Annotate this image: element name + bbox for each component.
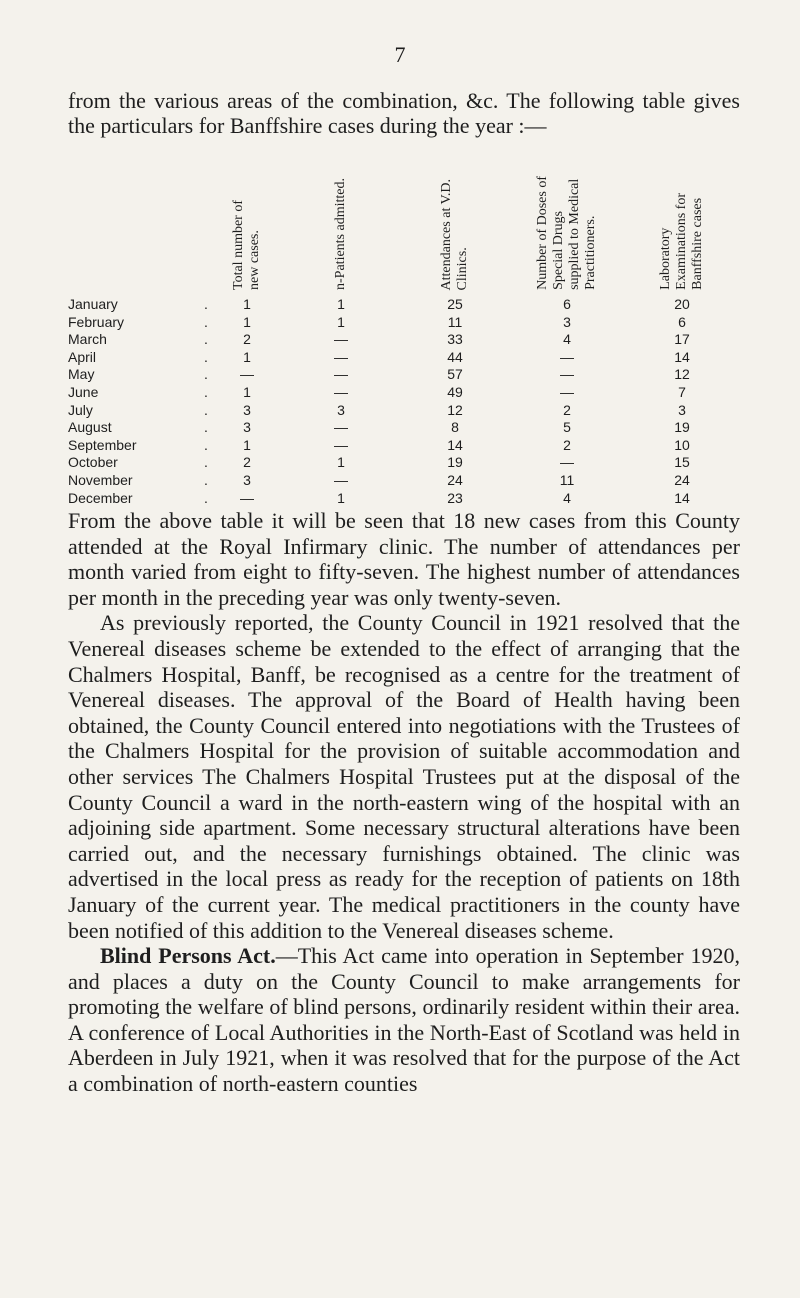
leader-dot: . [204,313,208,330]
table-cell: 1 [243,296,251,312]
table-cell: — [334,419,348,436]
table-row [0,437,800,455]
table-cell: — [240,489,254,506]
table-cell: 25 [447,296,463,312]
table-cell: 3 [243,401,251,418]
table-cell: 2 [243,331,251,348]
month-label: January [68,296,118,312]
month-label: July [68,401,93,418]
table-row [0,472,800,490]
column-header-text: Number of Doses of Special Drugs supplied to Medical Practitioners. [535,176,598,290]
table-row [0,419,800,437]
table-cell: 11 [559,471,575,488]
table-cell: 1 [243,436,251,453]
monthly-table [0,296,800,507]
month-label: October [68,454,118,471]
table-cell: 3 [563,313,571,330]
table-cell: 24 [674,471,690,488]
leader-dot: . [204,366,208,383]
table-cell: — [560,348,574,365]
month-label: April [68,348,97,365]
leader-dot: . [204,454,208,471]
leader-dot: . [204,489,208,506]
table-cell: 3 [243,471,251,488]
table-cell: 2 [243,454,251,471]
table-cell: 1 [337,489,345,506]
paragraph-summary: From the above table it will be seen that 18 new cases from this County attended at the Royal Infirmary clinic. The number of attendances per month varied from eight to fifty-seven. The highest number of attendances per month in the preceding year was only twenty-seven. [68,508,740,610]
table-cell: 11 [447,313,463,330]
table-row [0,366,800,384]
table-cell: 3 [678,401,686,418]
page-number: 7 [394,42,406,67]
table-row [0,296,800,314]
table-cell: 17 [674,331,690,348]
column-header-new-cases [217,80,277,290]
table-cell: 8 [451,419,459,436]
table-row [0,490,800,508]
table-cell: — [560,454,574,471]
table-cell: 1 [243,383,251,400]
paragraph-blind-persons-act [68,943,740,1097]
table-cell: 10 [674,436,690,453]
paragraph-body: —This Act came into operation in September 1920, and places a duty on the County Council to make arrangements for promoting the welfare of blind persons, ordinarily resident within their area. A conference of Local Authorities in the North-East of Scotland was held in Aberdeen in July 1921, when it was resolved that for the purpose of the Act a combination of north-eastern counties [68,943,740,1097]
table-cell: 1 [337,313,345,330]
month-label: June [68,383,99,400]
table-cell: — [334,348,348,365]
column-header-text: n-Patients admitted. [333,178,348,290]
table-cell: 7 [678,383,686,400]
table-cell: — [560,383,574,400]
table-row [0,331,800,349]
leader-dot: . [204,471,208,488]
table-cell: 19 [674,419,690,436]
column-header-lab-exams [652,80,712,290]
table-cell: 1 [337,454,345,471]
table-cell: — [334,471,348,488]
table-cell: 6 [563,296,571,312]
table-cell: 12 [447,401,463,418]
table-cell: 14 [674,348,690,365]
table-cell: 24 [447,471,463,488]
table-cell: 14 [447,436,463,453]
column-header-text: Laboratory Examinations for Banffshire cases [658,193,705,290]
month-label: February [68,313,125,330]
table-cell: — [334,436,348,453]
column-header-text: Attendances at V.D. Clinics. [439,178,470,290]
table-cell: 19 [447,454,463,471]
month-label: May [68,366,95,383]
table-cell: — [334,383,348,400]
table-row [0,384,800,402]
leader-dot: . [204,436,208,453]
table-cell: 5 [563,419,571,436]
table-cell: 49 [447,383,463,400]
leader-dot: . [204,331,208,348]
month-label: September [68,436,137,453]
table-cell: 1 [243,313,251,330]
leader-dot: . [204,401,208,418]
intro-paragraph: from the various areas of the combination, &c. The following table gives the particulars for Banffshire cases during the year :— [68,88,740,138]
table-cell: — [240,366,254,383]
leader-dot: . [204,419,208,436]
table-cell: 33 [447,331,463,348]
column-header-attendances [425,80,485,290]
table-cell: 23 [447,489,463,506]
paragraph-chalmers-hospital: As previously reported, the County Council in 1921 resolved that the Venereal diseases scheme be extended to the effect of arranging that the Chalmers Hospital, Banff, be recognised as a centre for the treatment of Venereal diseases. The approval of the Board of Health having been obtained, the County Council entered into negotiations with the Trustees of the Chalmers Hospital for the provision of suitable accommodation and other services The Chalmers Hospital Trustees put at the disposal of the County Council a ward in the north-eastern wing of the hospital with an adjoining side apartment. Some necessary structural alterations have been carried out, and the necessary furnishings obtained. The clinic was advertised in the local press as ready for the reception of patients on 18th January of the current year. The medical practitioners in the county have been notified of this addition to the Venereal diseases scheme. [68,610,740,943]
table-row [0,314,800,332]
table-cell: 6 [678,313,686,330]
table-cell: 2 [563,436,571,453]
table-cell: 4 [563,331,571,348]
table-cell: — [334,331,348,348]
leader-dot: . [204,348,208,365]
month-label: March [68,331,107,348]
column-header-drug-doses [537,80,597,290]
table-cell: 2 [563,401,571,418]
table-cell: 12 [674,366,690,383]
table-row [0,349,800,367]
table-row [0,454,800,472]
runin-heading: Blind Persons Act. [100,943,276,969]
table-cell: 4 [563,489,571,506]
month-label: November [68,471,133,488]
table-cell: 3 [337,401,345,418]
table-cell: — [334,366,348,383]
leader-dot: . [204,296,208,312]
column-header-inpatients [311,80,371,290]
leader-dot: . [204,383,208,400]
table-cell: 14 [674,489,690,506]
month-label: December [68,489,133,506]
table-row [0,402,800,420]
body-text [68,508,740,1097]
table-cell: 15 [674,454,690,471]
column-header-text: Total number of new cases. [231,200,262,290]
table-cell: 44 [447,348,463,365]
table-cell: 1 [337,296,345,312]
month-label: August [68,419,112,436]
table-cell: 57 [447,366,463,383]
table-cell: 3 [243,419,251,436]
table-cell: 1 [243,348,251,365]
table-cell: 20 [674,296,690,312]
table-cell: — [560,366,574,383]
